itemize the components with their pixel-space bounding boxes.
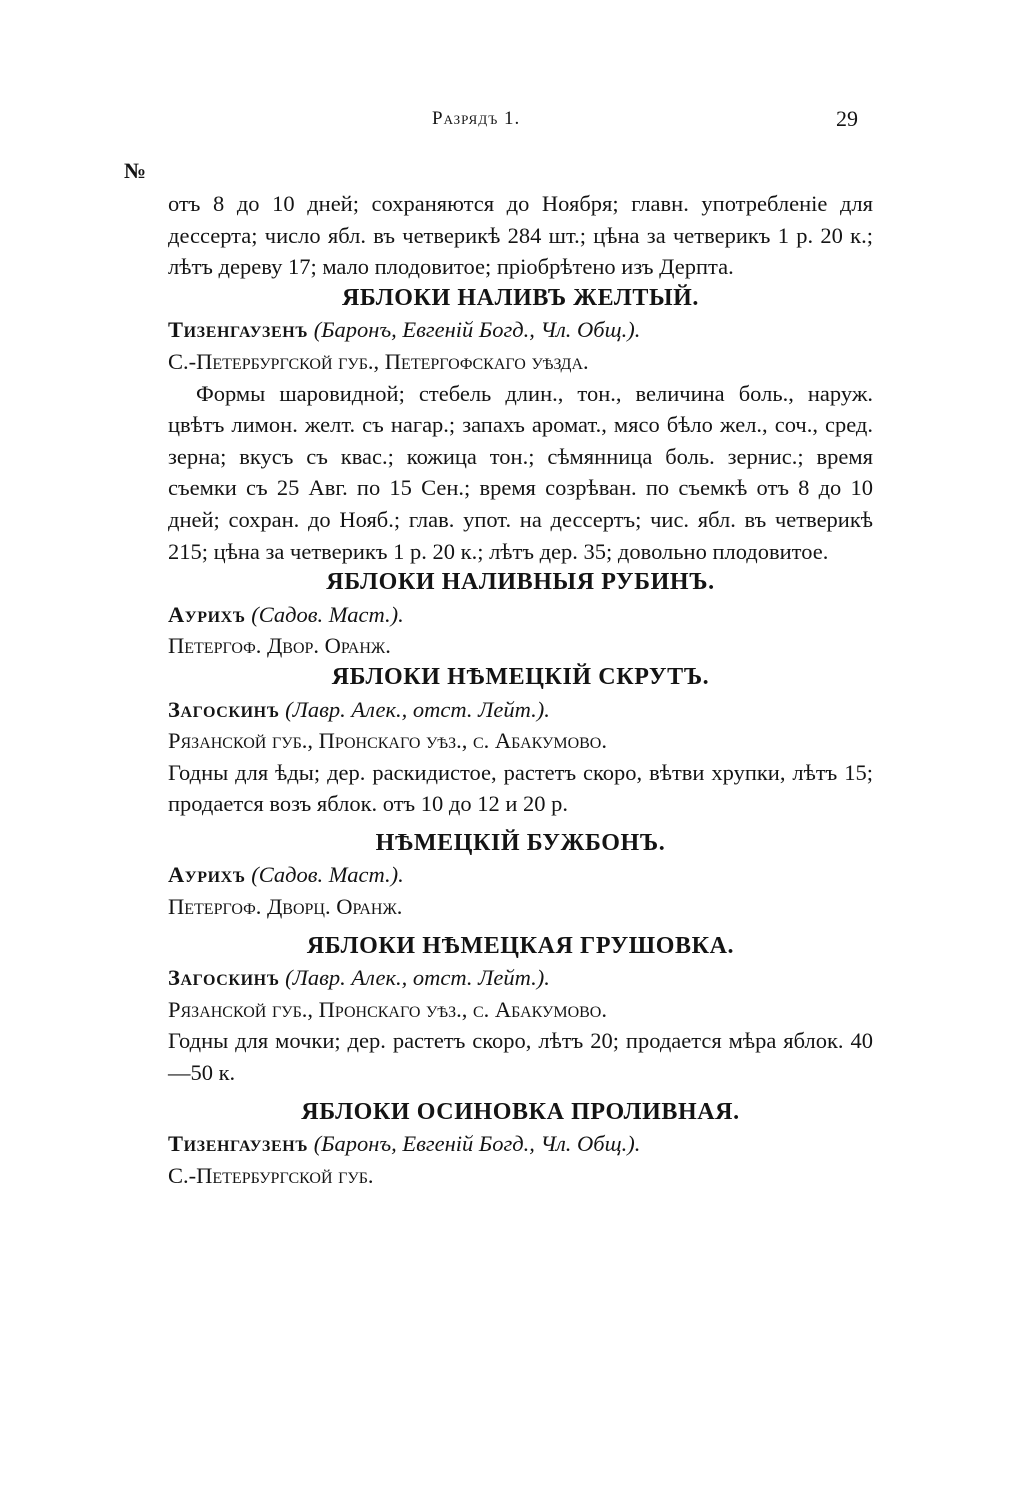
exhibitor-name: Аурихъ: [168, 862, 246, 888]
exhibitor-title: (Лавр. Алек., отст. Лейт.).: [285, 696, 550, 722]
exhibitor-name: Тизенгаузенъ: [168, 317, 309, 343]
exhibitor-entry: [168, 859, 873, 891]
continued-paragraph: отъ 8 до 10 дней; сохраняются до Ноября; главн. употребленіе для дессерта; число ябл. въ четверикѣ 284 шт.; цѣна за четверикъ 1 р. 20 к.; лѣтъ дереву 17; мало плодовитое; пріобрѣтено изъ Дерпта.: [168, 191, 873, 280]
variety-description: Годны для ѣды; дер. раскидистое, растетъ скоро, вѣтви хрупки, лѣтъ 15; продается возъ яблок. отъ 10 до 12 и 20 р.: [168, 759, 873, 817]
variety-heading: ЯБЛОКИ НАЛИВЪ ЖЕЛТЫЙ.: [341, 284, 699, 311]
number-mark: №: [124, 158, 147, 183]
variety-description: Формы шаровидной; стебель длин., тон., величина боль., наруж. цвѣтъ лимон. желт. съ нагар.; запахъ аромат., мясо бѣло жел., соч., сред. зерна; вкусъ съ квас.; кожица тон.; сѣмянница боль. зернис.; время съемки съ 25 Авг. по 15 Сен.; время созрѣван. по съемкѣ отъ 8 до 10 дней; сохран. до Нояб.; глав. упот. на дессертъ; чис. ябл. въ четверикѣ 215; цѣна за четверикъ 1 р. 20 к.; лѣтъ дер. 35; довольно плодовитое.: [168, 380, 873, 564]
variety-heading: ЯБЛОКИ НѢМЕЦКІЙ СКРУТЪ.: [331, 663, 710, 690]
variety-description: Годны для мочки; дер. растетъ скоро, лѣтъ 20; продается мѣра яблок. 40—50 к.: [168, 1028, 873, 1086]
variety-heading: ЯБЛОКИ НАЛИВНЫЯ РУБИНЪ.: [326, 569, 715, 596]
variety-heading: НѢМЕЦКІЙ БУЖБОНЪ.: [375, 829, 666, 856]
exhibitor-entry: [168, 314, 873, 346]
page-number: 29: [836, 106, 858, 131]
exhibitor-name: Тизенгаузенъ: [168, 1131, 309, 1157]
section-title: Разрядъ 1.: [432, 108, 521, 129]
exhibitor-title: (Баронъ, Евгеній Богд., Чл. Общ.).: [313, 1131, 641, 1157]
variety-heading: ЯБЛОКИ НѢМЕЦКАЯ ГРУШОВКА.: [306, 932, 735, 959]
exhibitor-title: (Садов. Маст.).: [251, 601, 404, 627]
exhibitor-location: Петергоф. Двор. Оранж.: [168, 633, 391, 659]
exhibitor-location: С.-Петербургской губ.: [168, 1162, 374, 1188]
exhibitor-name: Загоскинъ: [168, 696, 280, 722]
variety-heading: ЯБЛОКИ ОСИНОВКА ПРОЛИВНАЯ.: [301, 1098, 740, 1125]
exhibitor-location: С.-Петербургской губ., Петергофскаго уѣзда.: [168, 348, 589, 374]
page-body: [168, 188, 873, 1191]
running-header: [0, 108, 1013, 138]
exhibitor-entry: [168, 599, 873, 631]
exhibitor-title: (Лавр. Алек., отст. Лейт.).: [285, 965, 550, 991]
exhibitor-title: (Баронъ, Евгеній Богд., Чл. Общ.).: [313, 317, 641, 343]
exhibitor-location: Рязанской губ., Пронскаго уѣз., с. Абакумово.: [168, 728, 607, 754]
exhibitor-entry: [168, 694, 873, 726]
exhibitor-name: Аурихъ: [168, 601, 246, 627]
exhibitor-location: Рязанской губ., Пронскаго уѣз., с. Абакумово.: [168, 996, 607, 1022]
exhibitor-location: Петергоф. Дворц. Оранж.: [168, 894, 403, 920]
exhibitor-entry: [168, 1128, 873, 1160]
exhibitor-entry: [168, 962, 873, 994]
exhibitor-title: (Садов. Маст.).: [251, 862, 404, 888]
exhibitor-name: Загоскинъ: [168, 965, 280, 991]
